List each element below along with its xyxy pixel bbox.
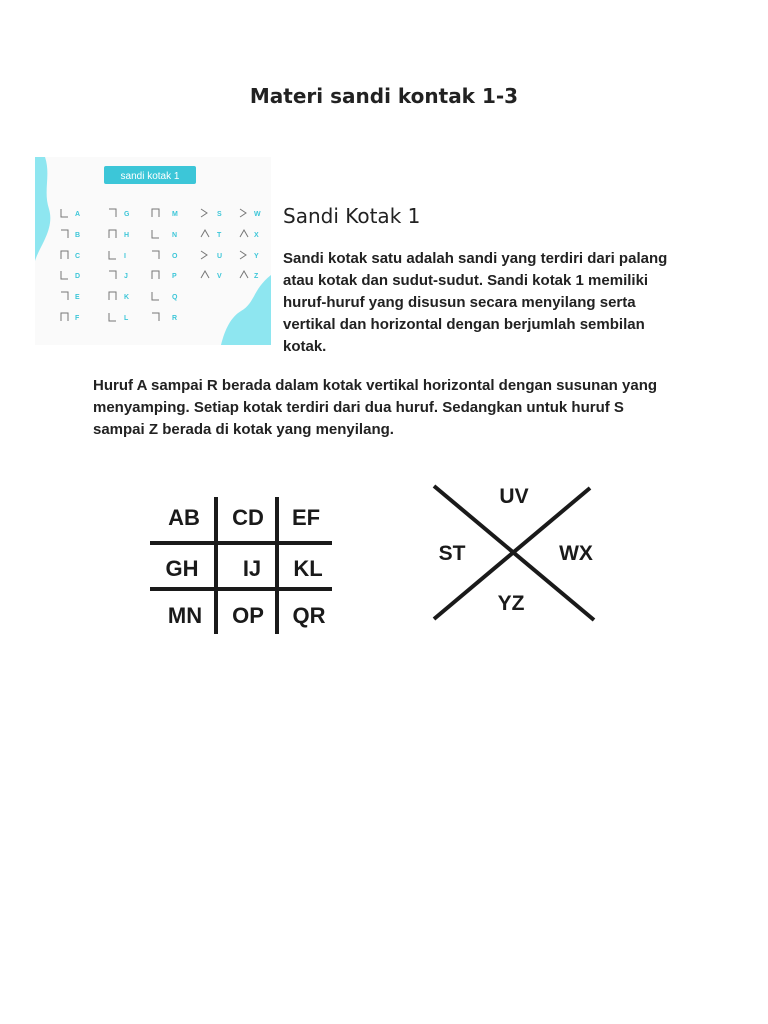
key-letter: Q — [172, 294, 178, 301]
grid-cell: EF — [291, 505, 321, 530]
x-label-bottom: YZ — [497, 592, 525, 615]
x-label-left: ST — [438, 542, 466, 565]
key-letter: B — [75, 232, 81, 239]
key-letter: P — [172, 273, 177, 280]
key-letter: K — [124, 294, 130, 301]
key-letter: C — [75, 253, 81, 260]
key-letter: H — [124, 232, 130, 239]
key-letter: Z — [254, 273, 259, 280]
key-letter: N — [172, 232, 178, 239]
grid-cell: AB — [168, 505, 200, 530]
grid-cell: IJ — [242, 556, 262, 581]
key-letter: F — [75, 315, 80, 322]
key-letter: A — [75, 211, 81, 218]
key-letter: W — [254, 211, 261, 218]
page-title: Materi sandi kontak 1-3 — [249, 84, 519, 108]
key-letter: T — [217, 232, 222, 239]
key-letter: D — [75, 273, 81, 280]
grid-cell: KL — [293, 556, 323, 581]
section-heading: Sandi Kotak 1 — [283, 204, 421, 228]
grid-diagram — [148, 494, 334, 636]
banner-label: sandi kotak 1 — [120, 171, 180, 182]
paragraph-description: Sandi kotak satu adalah sandi yang terdiri dari palang atau kotak dan sudut-sudut. Sandi kotak 1 memiliki huruf-huruf yang disusun secara menyilang serta vertikal dan horizontal dengan berjumlah sembilan kotak. — [283, 250, 668, 355]
key-letter: V — [217, 273, 222, 280]
key-letter: L — [124, 315, 129, 322]
key-letter: O — [172, 253, 178, 260]
key-letter: R — [172, 315, 178, 322]
key-letter: I — [124, 253, 126, 260]
key-letter: U — [217, 253, 223, 260]
key-letter: E — [75, 294, 80, 301]
x-label-right: WX — [559, 542, 593, 565]
grid-cell: GH — [165, 556, 199, 581]
x-label-top: UV — [499, 485, 529, 508]
grid-cell: MN — [167, 603, 203, 628]
grid-cell: QR — [292, 603, 326, 628]
paragraph-letter-arrangement: Huruf A sampai R berada dalam kotak vertikal horizontal dengan susunan yang menyamping. Setiap kotak terdiri dari dua huruf. Sedangkan untuk huruf S sampai Z berada di kotak yang menyilang. — [93, 377, 658, 438]
key-letter: J — [124, 273, 128, 280]
key-letter: S — [217, 211, 222, 218]
x-diagram — [428, 480, 624, 626]
key-letter: X — [254, 232, 259, 239]
grid-cell: CD — [232, 505, 264, 530]
grid-cell: OP — [232, 603, 264, 628]
banner — [104, 166, 196, 184]
key-letter: G — [124, 211, 130, 218]
sandi-kotak-key-image — [35, 157, 271, 345]
key-letter: Y — [254, 253, 259, 260]
key-letter: M — [172, 211, 178, 218]
